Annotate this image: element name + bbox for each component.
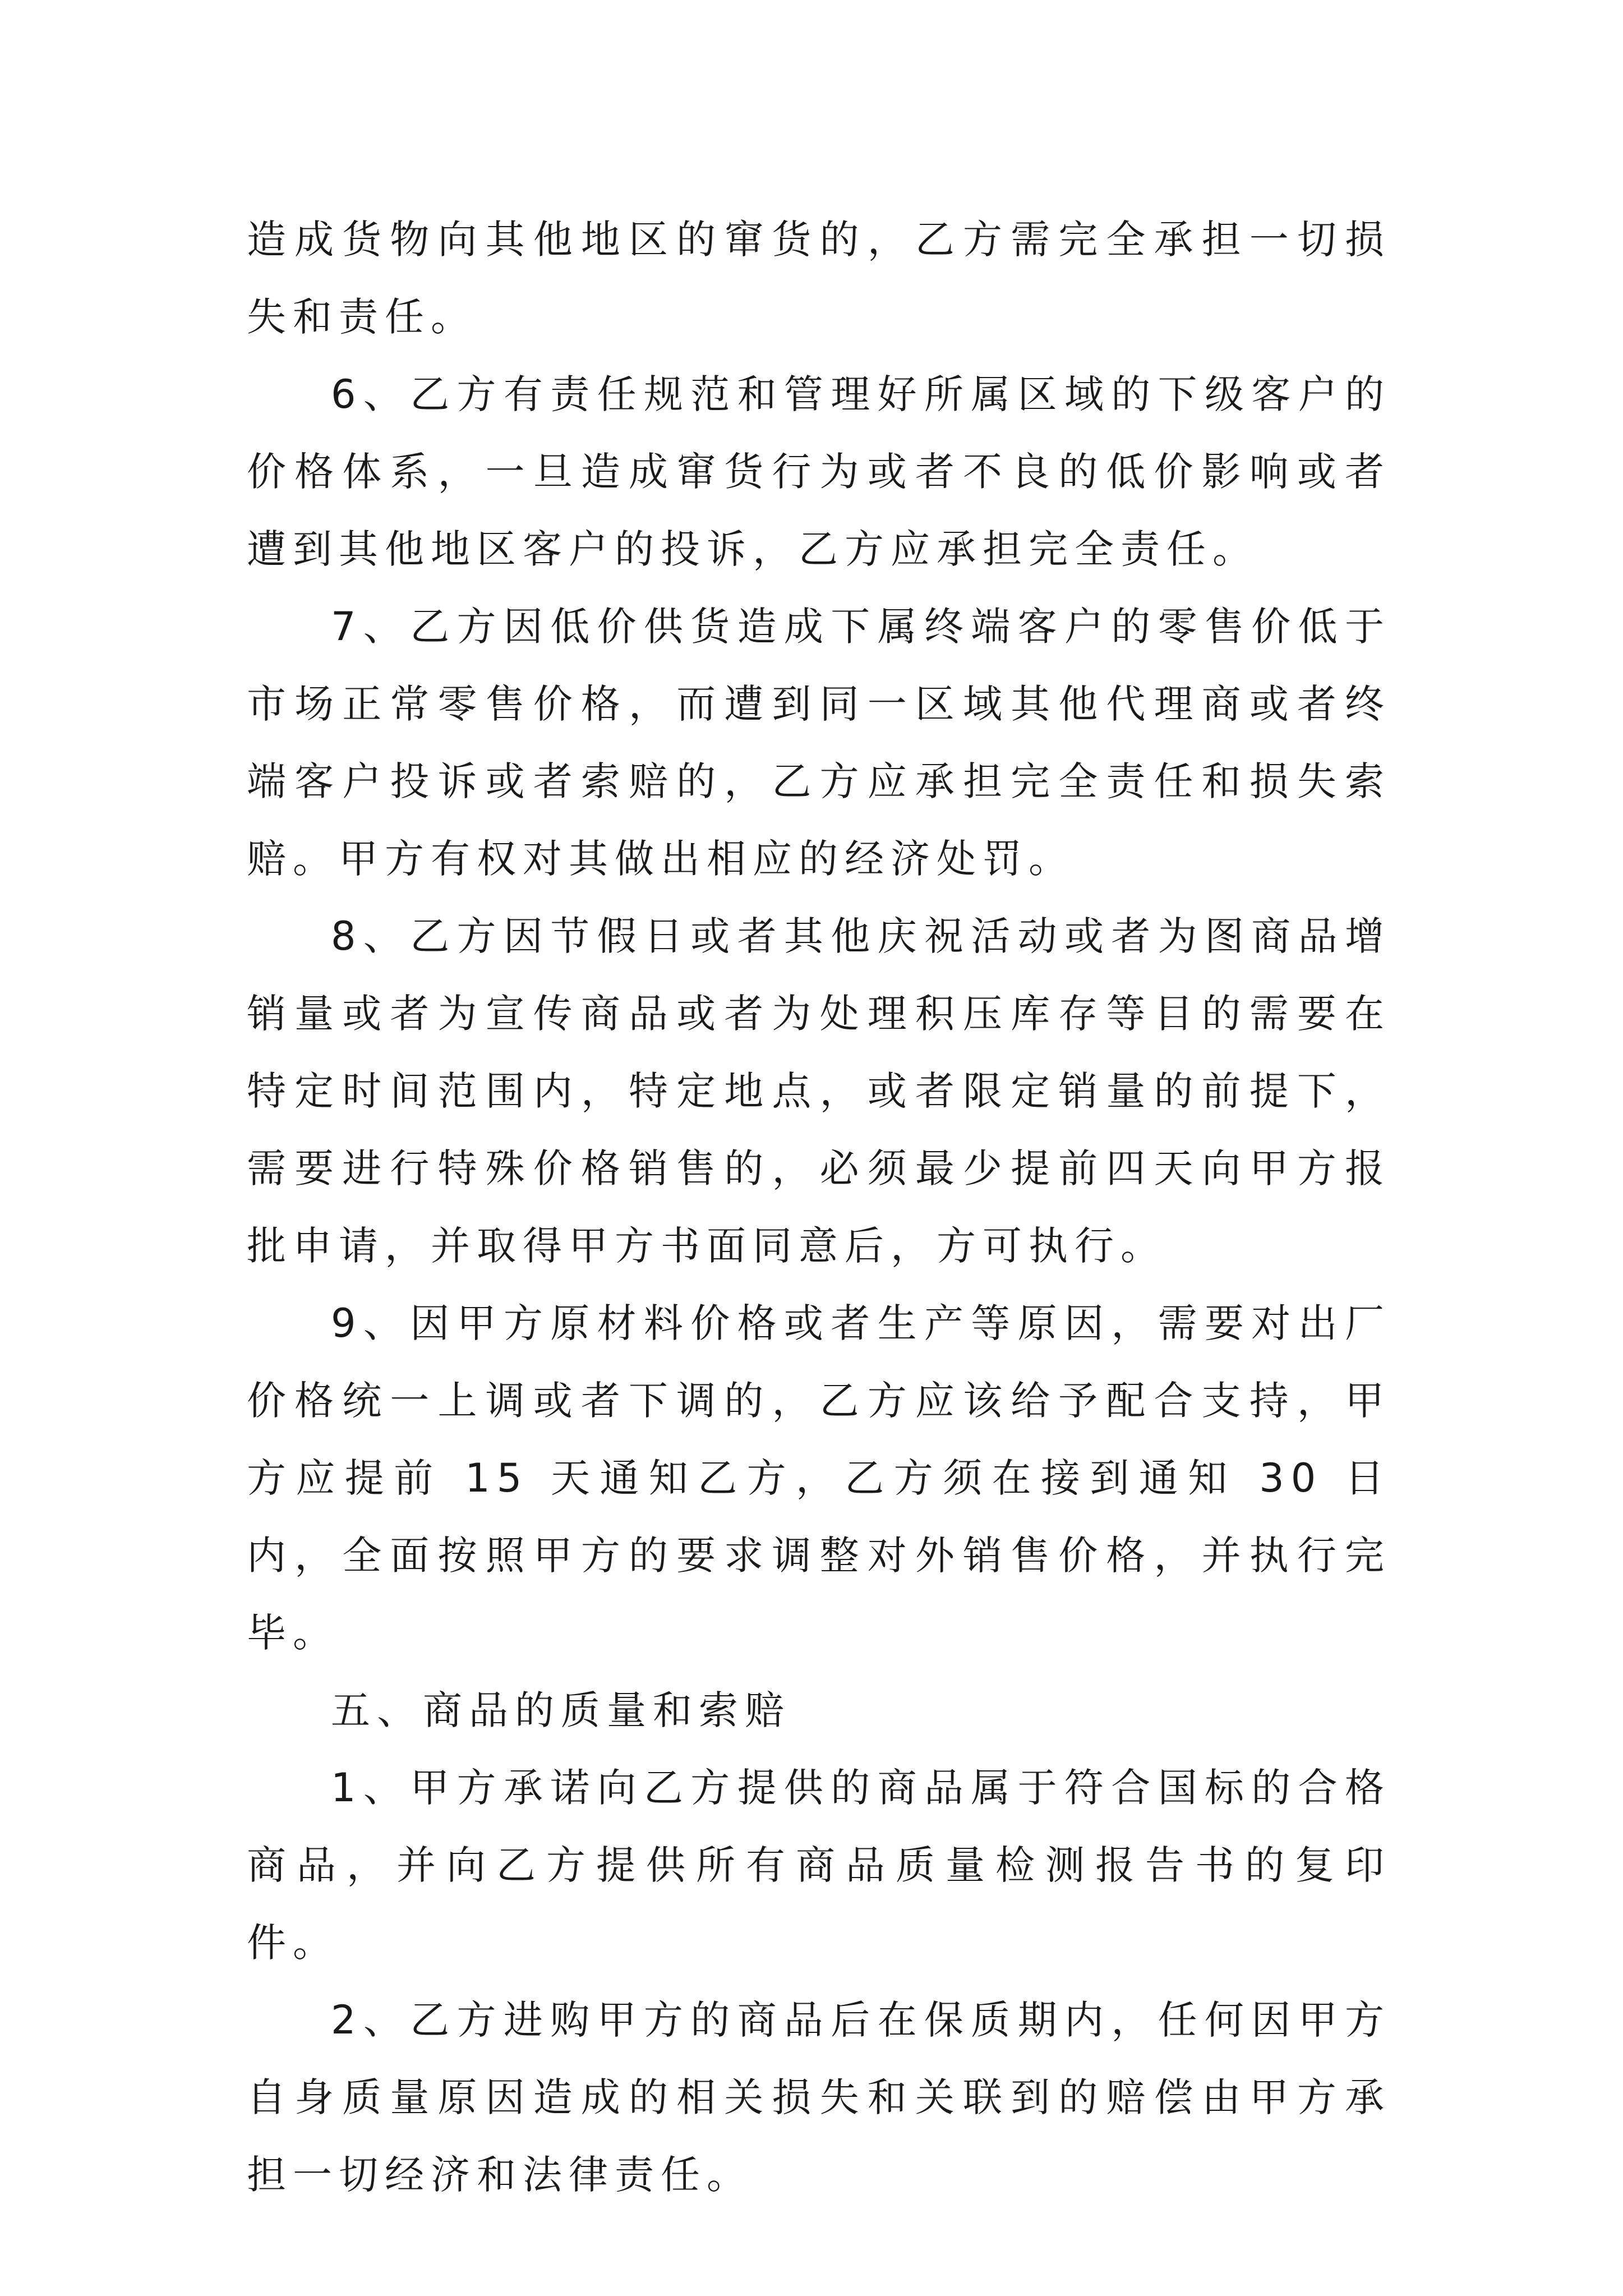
paragraph-quality-item-2: 2、乙方进购甲方的商品后在保质期内，任何因甲方自身质量原因造成的相关损失和关联到的赔偿由甲方承担一切经济和法律责任。 xyxy=(247,1997,1391,2198)
paragraph-item-8: 8、乙方因节假日或者其他庆祝活动或者为图商品增销量或者为宣传商品或者为处理积压库存等目的需要在特定时间范围内，特定地点，或者限定销量的前提下，需要进行特殊价格销售的，必须最少提前四天向甲方报批申请，并取得甲方书面同意后，方可执行。 xyxy=(247,913,1391,1269)
paragraph-continuation: 造成货物向其他地区的窜货的，乙方需完全承担一切损失和责任。 xyxy=(247,217,1391,340)
paragraph-item-6: 6、乙方有责任规范和管理好所属区域的下级客户的价格体系，一旦造成窜货行为或者不良的低价影响或者遭到其他地区客户的投诉，乙方应承担完全责任。 xyxy=(247,371,1391,572)
paragraph-item-9: 9、因甲方原材料价格或者生产等原因，需要对出厂价格统一上调或者下调的，乙方应该给予配合支持，甲方应提前 15 天通知乙方，乙方须在接到通知 30 日内，全面按照甲方的要求调整对外销售价格，并执行完毕。 xyxy=(247,1300,1391,1656)
paragraph-quality-item-1: 1、甲方承诺向乙方提供的商品属于符合国标的合格商品，并向乙方提供所有商品质量检测报告书的复印件。 xyxy=(247,1765,1391,1966)
section-heading-quality-claims: 五、商品的质量和索赔 xyxy=(331,1687,791,1733)
document-body xyxy=(247,201,1391,2214)
paragraph-item-7: 7、乙方因低价供货造成下属终端客户的零售价低于市场正常零售价格，而遭到同一区域其他代理商或者终端客户投诉或者索赔的，乙方应承担完全责任和损失索赔。甲方有权对其做出相应的经济处罚。 xyxy=(247,604,1391,882)
